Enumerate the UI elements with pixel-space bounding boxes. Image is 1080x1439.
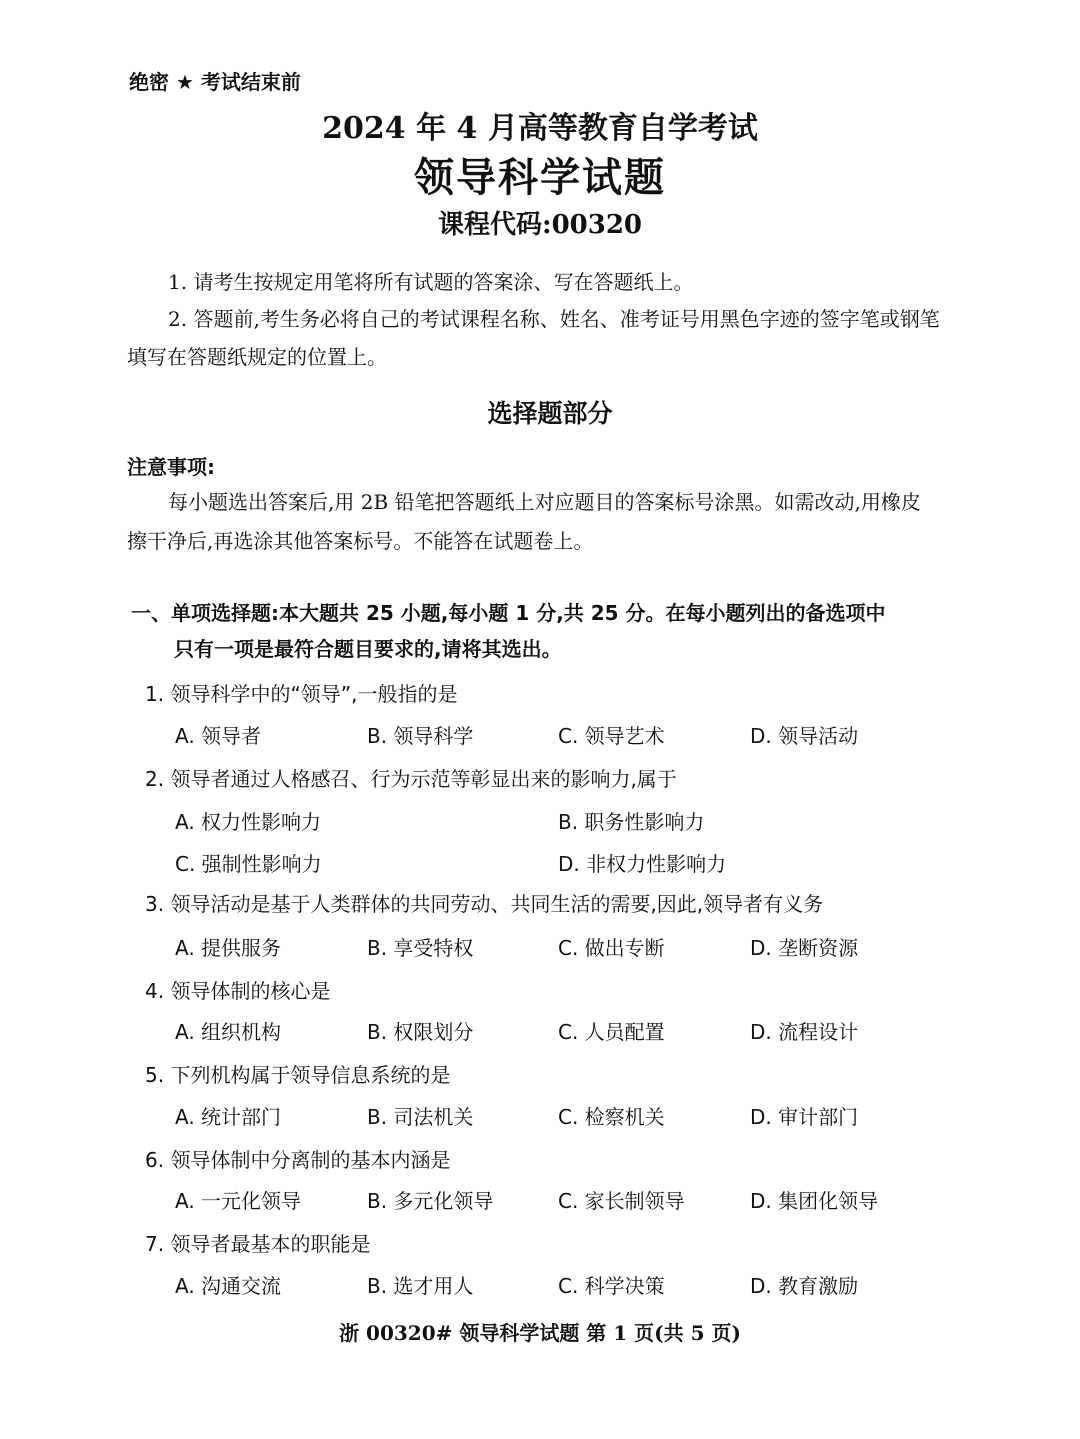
option-b: B. 选才用人 — [367, 1274, 474, 1298]
option-b: B. 多元化领导 — [367, 1189, 494, 1213]
option-c: C. 科学决策 — [558, 1274, 665, 1298]
notes-text-2: 擦干净后,再选涂其他答案标号。不能答在试题卷上。 — [127, 529, 594, 553]
option-b: B. 职务性影响力 — [558, 810, 705, 834]
option-a: A. 沟通交流 — [175, 1274, 282, 1298]
option-d: D. 领导活动 — [750, 724, 859, 748]
option-c: C. 家长制领导 — [558, 1189, 685, 1213]
option-a: A. 提供服务 — [175, 936, 282, 960]
option-c: C. 人员配置 — [558, 1020, 665, 1044]
section-title: 选择题部分 — [487, 399, 613, 428]
option-c: C. 做出专断 — [558, 936, 665, 960]
question-stem: 1. 领导科学中的“领导”,一般指的是 — [145, 682, 458, 706]
part-header-continued: 只有一项是最符合题目要求的,请将其选出。 — [174, 637, 562, 661]
question-stem: 7. 领导者最基本的职能是 — [145, 1232, 371, 1256]
subject-title: 领导科学试题 — [414, 155, 666, 201]
option-a: A. 组织机构 — [175, 1020, 282, 1044]
question-stem: 5. 下列机构属于领导信息系统的是 — [145, 1063, 451, 1087]
page-footer: 浙 00320# 领导科学试题 第 1 页(共 5 页) — [339, 1321, 741, 1345]
option-b: B. 领导科学 — [367, 724, 474, 748]
secret-mark: 绝密 ★ 考试结束前 — [129, 70, 301, 94]
option-d: D. 非权力性影响力 — [558, 852, 727, 876]
option-d: D. 审计部门 — [750, 1105, 859, 1129]
option-d: D. 教育激励 — [750, 1274, 859, 1298]
option-a: A. 权力性影响力 — [175, 810, 322, 834]
option-a: A. 统计部门 — [175, 1105, 282, 1129]
option-b: B. 享受特权 — [367, 936, 474, 960]
option-b: B. 司法机关 — [367, 1105, 474, 1129]
part-header: 一、单项选择题:本大题共 25 小题,每小题 1 分,共 25 分。在每小题列出的备选项中 — [131, 601, 886, 625]
option-d: D. 垄断资源 — [750, 936, 859, 960]
course-code: 课程代码:00320 — [437, 210, 643, 240]
option-a: A. 一元化领导 — [175, 1189, 302, 1213]
notes-label: 注意事项: — [127, 455, 215, 479]
instruction-1: 1. 请考生按规定用笔将所有试题的答案涂、写在答题纸上。 — [168, 270, 694, 294]
option-b: B. 权限划分 — [367, 1020, 474, 1044]
option-d: D. 流程设计 — [750, 1020, 859, 1044]
instruction-2-continued: 填写在答题纸规定的位置上。 — [127, 345, 387, 369]
option-a: A. 领导者 — [175, 724, 262, 748]
question-stem: 2. 领导者通过人格感召、行为示范等彰显出来的影响力,属于 — [145, 767, 677, 791]
instruction-2: 2. 答题前,考生务必将自己的考试课程名称、姓名、准考证号用黑色字迹的签字笔或钢笔 — [168, 307, 940, 331]
option-c: C. 检察机关 — [558, 1105, 665, 1129]
question-stem: 3. 领导活动是基于人类群体的共同劳动、共同生活的需要,因此,领导者有义务 — [145, 892, 824, 916]
option-d: D. 集团化领导 — [750, 1189, 879, 1213]
exam-title: 2024 年 4 月高等教育自学考试 — [322, 111, 758, 146]
question-stem: 6. 领导体制中分离制的基本内涵是 — [145, 1148, 451, 1172]
option-c: C. 强制性影响力 — [175, 852, 322, 876]
notes-text-1: 每小题选出答案后,用 2B 铅笔把答题纸上对应题目的答案标号涂黑。如需改动,用橡皮 — [168, 490, 921, 514]
question-stem: 4. 领导体制的核心是 — [145, 979, 331, 1003]
option-c: C. 领导艺术 — [558, 724, 665, 748]
